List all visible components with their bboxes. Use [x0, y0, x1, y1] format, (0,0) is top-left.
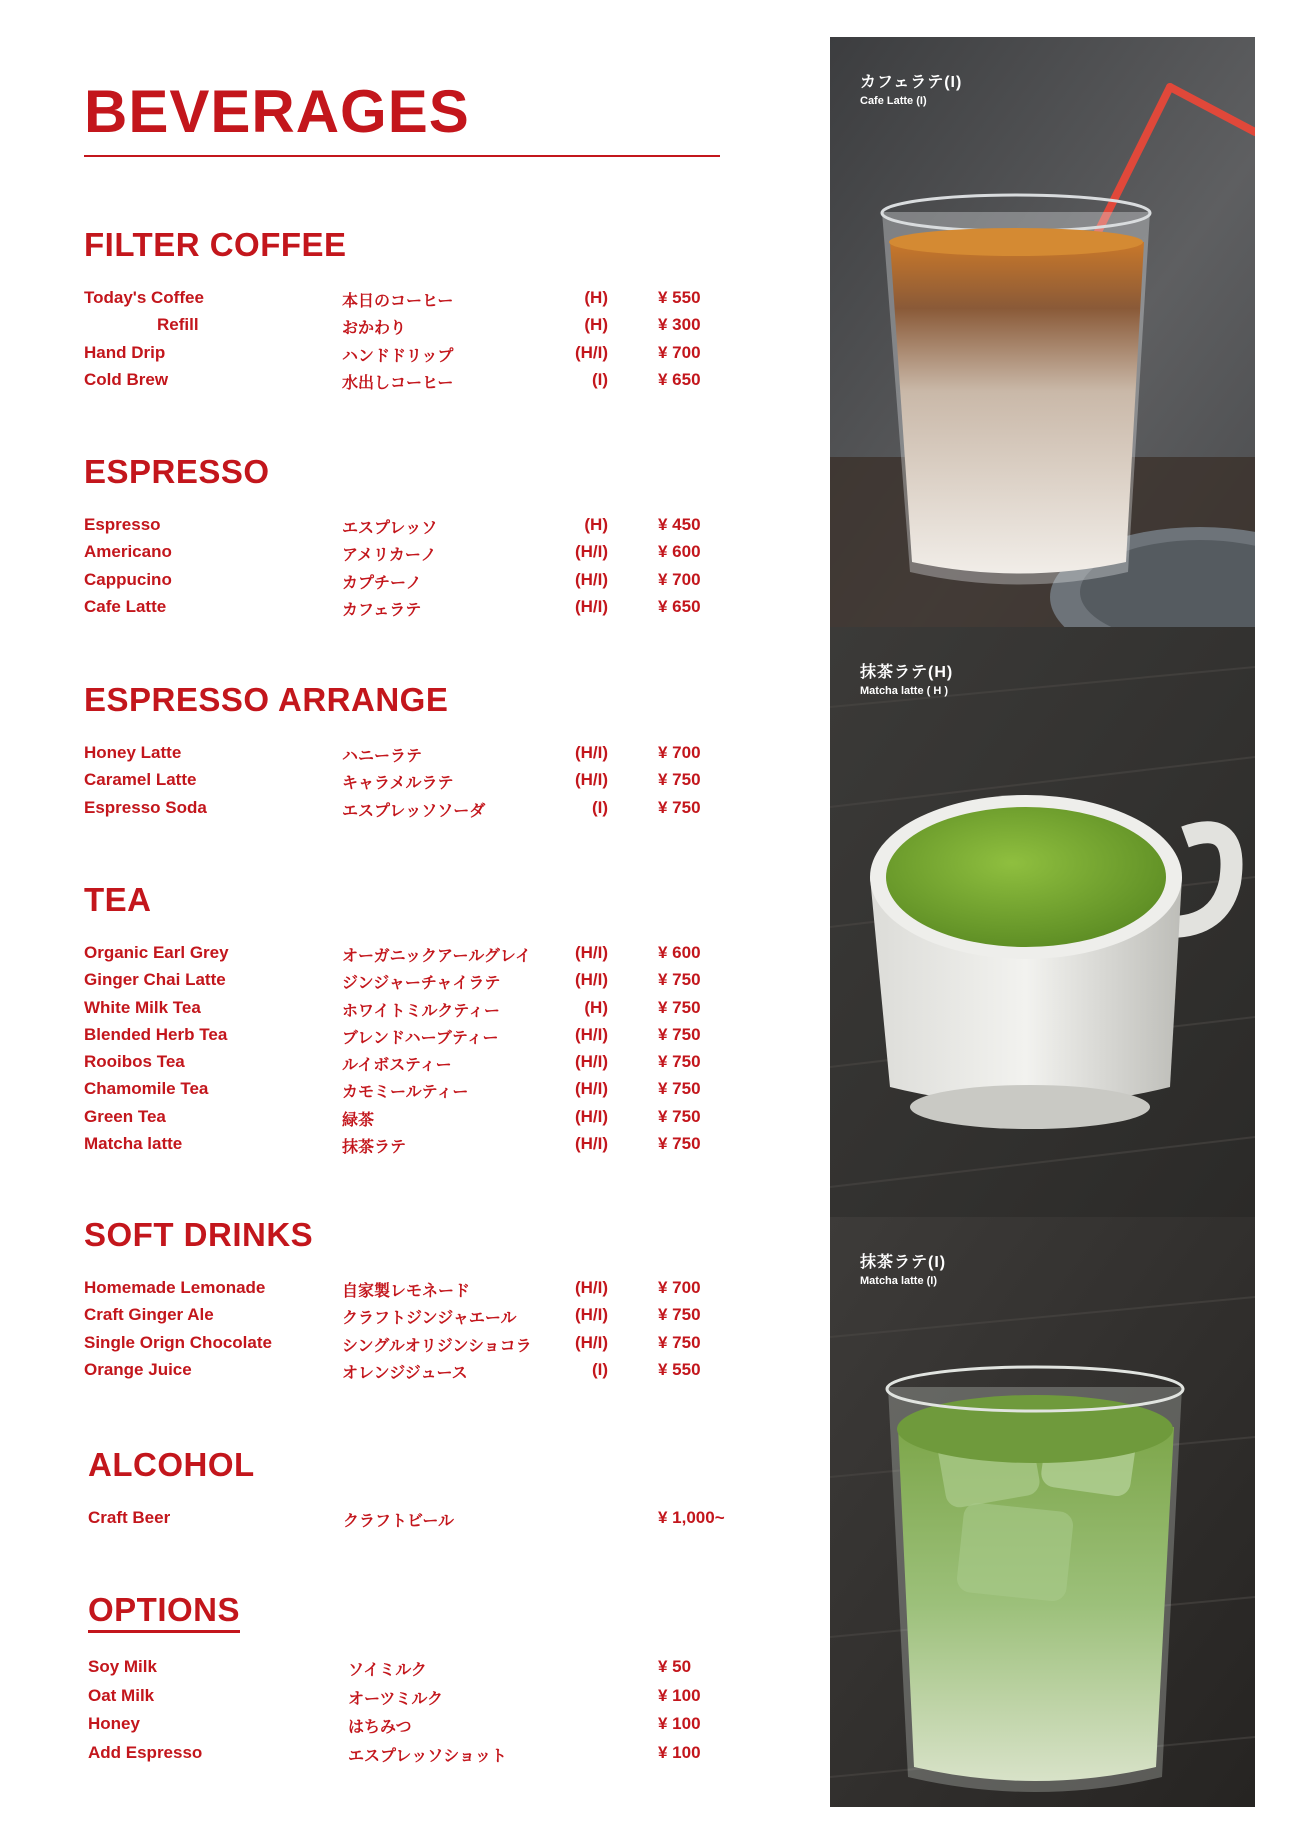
item-price: ¥ 100 [658, 1685, 701, 1705]
menu-item [88, 1508, 768, 1535]
photo-caption [860, 69, 962, 107]
item-price: ¥ 650 [658, 369, 701, 389]
menu-item [84, 970, 764, 997]
menu-item [84, 770, 764, 797]
item-name-en: Today's Coffee [84, 288, 204, 307]
item-price: ¥ 750 [658, 970, 701, 990]
item-name-en: Soy Milk [88, 1657, 157, 1676]
section-soft-drinks [84, 1218, 764, 1387]
menu-item [84, 288, 764, 315]
item-name-jp: クラフトジンジャエール [342, 1310, 517, 1328]
item-price: ¥ 750 [658, 1024, 701, 1044]
section-alcohol [88, 1448, 768, 1535]
item-name-jp: シングルオリジンショコラ [342, 1337, 532, 1355]
item-name-jp: エスプレッソショット [348, 1747, 507, 1765]
item-type: (H/I) [574, 1024, 608, 1044]
item-name-jp: はちみつ [348, 1719, 412, 1736]
item-type: (H/I) [574, 342, 608, 362]
item-type: (H) [584, 288, 608, 307]
item-price: ¥ 650 [658, 596, 701, 616]
item-name-en: Espresso Soda [84, 797, 207, 817]
menu-item [88, 1714, 768, 1743]
item-type: (H/I) [574, 1134, 608, 1154]
item-name-en: Rooibos Tea [84, 1052, 185, 1072]
item-name-jp: ハニーラテ [342, 748, 423, 765]
item-name-jp: クラフトビール [343, 1513, 455, 1530]
cafe-latte-illustration [830, 37, 1255, 627]
menu-item [84, 1305, 764, 1332]
menu-item [84, 315, 764, 342]
item-type: (H/I) [574, 1052, 608, 1072]
item-name-en: Chamomile Tea [84, 1079, 209, 1099]
section-filter-coffee [84, 228, 764, 397]
caption-en: Matcha latte ( H ) [860, 685, 949, 697]
menu-item [88, 1743, 768, 1772]
item-price: ¥ 750 [658, 797, 701, 817]
item-price: ¥ 600 [658, 542, 701, 562]
item-name-jp: ブレンドハーブティー [342, 1029, 499, 1047]
menu-item [84, 597, 764, 624]
item-type: (I) [591, 797, 608, 817]
item-name-jp: 抹茶ラテ [342, 1139, 407, 1157]
item-price: ¥ 750 [658, 1134, 701, 1154]
item-name-en: Green Tea [84, 1106, 166, 1126]
item-name-en: Cappucino [84, 569, 172, 589]
item-price: ¥ 50 [658, 1657, 692, 1676]
photo-caption [860, 659, 953, 697]
item-price: ¥ 750 [658, 1305, 701, 1325]
item-type: (H) [584, 515, 608, 534]
item-name-jp: ホワイトミルクティー [342, 1002, 500, 1020]
item-name-jp: カモミールティー [342, 1084, 469, 1102]
menu-item [84, 1333, 764, 1360]
menu-item [84, 542, 764, 569]
section-heading: SOFT DRINKS [84, 1216, 314, 1253]
item-name-en: White Milk Tea [84, 997, 201, 1017]
item-name-jp: オレンジジュース [342, 1364, 468, 1382]
menu-item [84, 1278, 764, 1305]
photo-matcha-latte-iced [830, 1217, 1255, 1807]
menu-item [88, 1657, 768, 1686]
item-name-en: Honey [88, 1714, 140, 1733]
item-type: (H/I) [574, 1106, 608, 1126]
item-type: (H/I) [574, 1079, 608, 1099]
menu-item [84, 1079, 764, 1106]
item-price: ¥ 100 [658, 1742, 701, 1762]
item-name-en: Blended Herb Tea [84, 1024, 228, 1044]
item-name-jp: カプチーノ [342, 574, 422, 592]
caption-en: Matcha latte (I) [860, 1275, 938, 1287]
item-name-jp: エスプレッソソーダ [342, 802, 486, 820]
item-name-en: Single Orign Chocolate [84, 1332, 272, 1352]
item-type: (H/I) [574, 1278, 608, 1297]
section-options [88, 1593, 768, 1771]
item-name-en: Homemade Lemonade [84, 1278, 266, 1297]
matcha-hot-illustration [830, 627, 1255, 1217]
item-price: ¥ 100 [658, 1714, 701, 1733]
item-name-jp: おかわり [342, 320, 407, 338]
item-type: (H/I) [574, 770, 608, 790]
item-price: ¥ 600 [658, 943, 701, 962]
section-heading: TEA [84, 881, 152, 918]
section-tea [84, 883, 764, 1161]
caption-jp: 抹茶ラテ(H) [860, 664, 954, 681]
section-heading: ESPRESSO [84, 453, 270, 490]
item-type: (I) [591, 1359, 608, 1379]
item-name-en: Craft Ginger Ale [84, 1305, 214, 1325]
matcha-iced-illustration [830, 1217, 1255, 1807]
menu-item [84, 343, 764, 370]
item-type: (H/I) [574, 542, 608, 562]
item-name-jp: 緑茶 [342, 1111, 375, 1129]
item-name-jp: ソイミルク [348, 1662, 427, 1679]
menu-item [84, 1134, 764, 1161]
item-name-jp: カフェラテ [342, 601, 422, 619]
item-price: ¥ 300 [658, 315, 701, 335]
item-price: ¥ 750 [658, 1106, 701, 1126]
photo-caption [860, 1249, 946, 1287]
caption-en: Cafe Latte (I) [860, 95, 927, 107]
section-heading: ESPRESSO ARRANGE [84, 681, 449, 718]
section-heading: OPTIONS [88, 1593, 240, 1633]
item-price: ¥ 700 [658, 1278, 701, 1297]
photo-cafe-latte-iced [830, 37, 1255, 627]
item-name-en: Matcha latte [84, 1134, 183, 1154]
menu-item [84, 515, 764, 542]
item-name-jp: 自家製レモネード [342, 1283, 471, 1300]
page-title: BEVERAGES [84, 78, 470, 145]
item-type: (H/I) [574, 596, 608, 616]
item-price: ¥ 1,000~ [658, 1508, 725, 1527]
item-name-jp: オーガニックアールグレイ [342, 948, 532, 965]
item-name-en: Refill [157, 315, 199, 335]
menu-item [84, 1360, 764, 1387]
item-name-en: Oat Milk [88, 1685, 155, 1705]
item-price: ¥ 700 [658, 342, 701, 362]
menu-item [84, 370, 764, 397]
section-heading: ALCOHOL [88, 1446, 255, 1483]
menu-item [84, 798, 764, 825]
item-price: ¥ 750 [658, 770, 701, 790]
item-type: (H/I) [574, 743, 608, 762]
item-name-en: Caramel Latte [84, 770, 197, 790]
item-type: (H) [584, 997, 608, 1017]
item-price: ¥ 750 [658, 1052, 701, 1072]
photo-column [830, 37, 1255, 1807]
item-price: ¥ 550 [658, 1359, 701, 1379]
item-price: ¥ 450 [658, 515, 701, 534]
caption-jp: 抹茶ラテ(I) [860, 1254, 947, 1271]
item-name-jp: アメリカーノ [342, 547, 437, 565]
photo-matcha-latte-hot [830, 627, 1255, 1217]
item-type: (H/I) [574, 1305, 608, 1325]
item-name-en: Honey Latte [84, 743, 182, 762]
item-type: (H/I) [574, 1332, 608, 1352]
menu-item [84, 1052, 764, 1079]
item-price: ¥ 700 [658, 569, 701, 589]
section-espresso [84, 455, 764, 624]
item-name-jp: ハンドドリップ [342, 347, 454, 365]
item-name-jp: キャラメルラテ [342, 775, 454, 793]
caption-jp: カフェラテ(I) [860, 74, 963, 91]
item-price: ¥ 700 [658, 743, 701, 762]
item-name-jp: 水出しコーヒー [342, 374, 454, 392]
section-espresso-arrange [84, 683, 764, 825]
item-type: (H/I) [574, 970, 608, 990]
item-name-en: Organic Earl Grey [84, 943, 229, 962]
item-price: ¥ 750 [658, 1079, 701, 1099]
title-underline [84, 155, 720, 157]
item-name-jp: ルイボスティー [342, 1057, 452, 1075]
menu-item [88, 1686, 768, 1715]
item-type: (H/I) [574, 943, 608, 962]
menu-item [84, 1107, 764, 1134]
item-type: (H) [584, 315, 608, 335]
item-name-en: Craft Beer [88, 1508, 171, 1527]
item-name-en: Americano [84, 542, 172, 562]
item-name-jp: オーツミルク [348, 1690, 444, 1708]
item-price: ¥ 550 [658, 288, 701, 307]
item-name-en: Orange Juice [84, 1359, 192, 1379]
item-name-jp: ジンジャーチャイラテ [342, 975, 501, 993]
item-name-en: Hand Drip [84, 342, 166, 362]
item-name-en: Espresso [84, 515, 161, 534]
item-name-en: Cold Brew [84, 369, 169, 389]
item-name-jp: エスプレッソ [342, 520, 438, 537]
item-price: ¥ 750 [658, 997, 701, 1017]
section-heading: FILTER COFFEE [84, 226, 347, 263]
item-name-jp: 本日のコーヒー [342, 293, 454, 310]
menu-item [84, 1025, 764, 1052]
menu-item [84, 570, 764, 597]
menu-item [84, 943, 764, 970]
item-name-en: Ginger Chai Latte [84, 970, 226, 990]
item-price: ¥ 750 [658, 1332, 701, 1352]
item-type: (I) [591, 369, 608, 389]
menu-item [84, 743, 764, 770]
menu-item [84, 998, 764, 1025]
item-name-en: Add Espresso [88, 1742, 203, 1762]
item-name-en: Cafe Latte [84, 596, 167, 616]
item-type: (H/I) [574, 569, 608, 589]
